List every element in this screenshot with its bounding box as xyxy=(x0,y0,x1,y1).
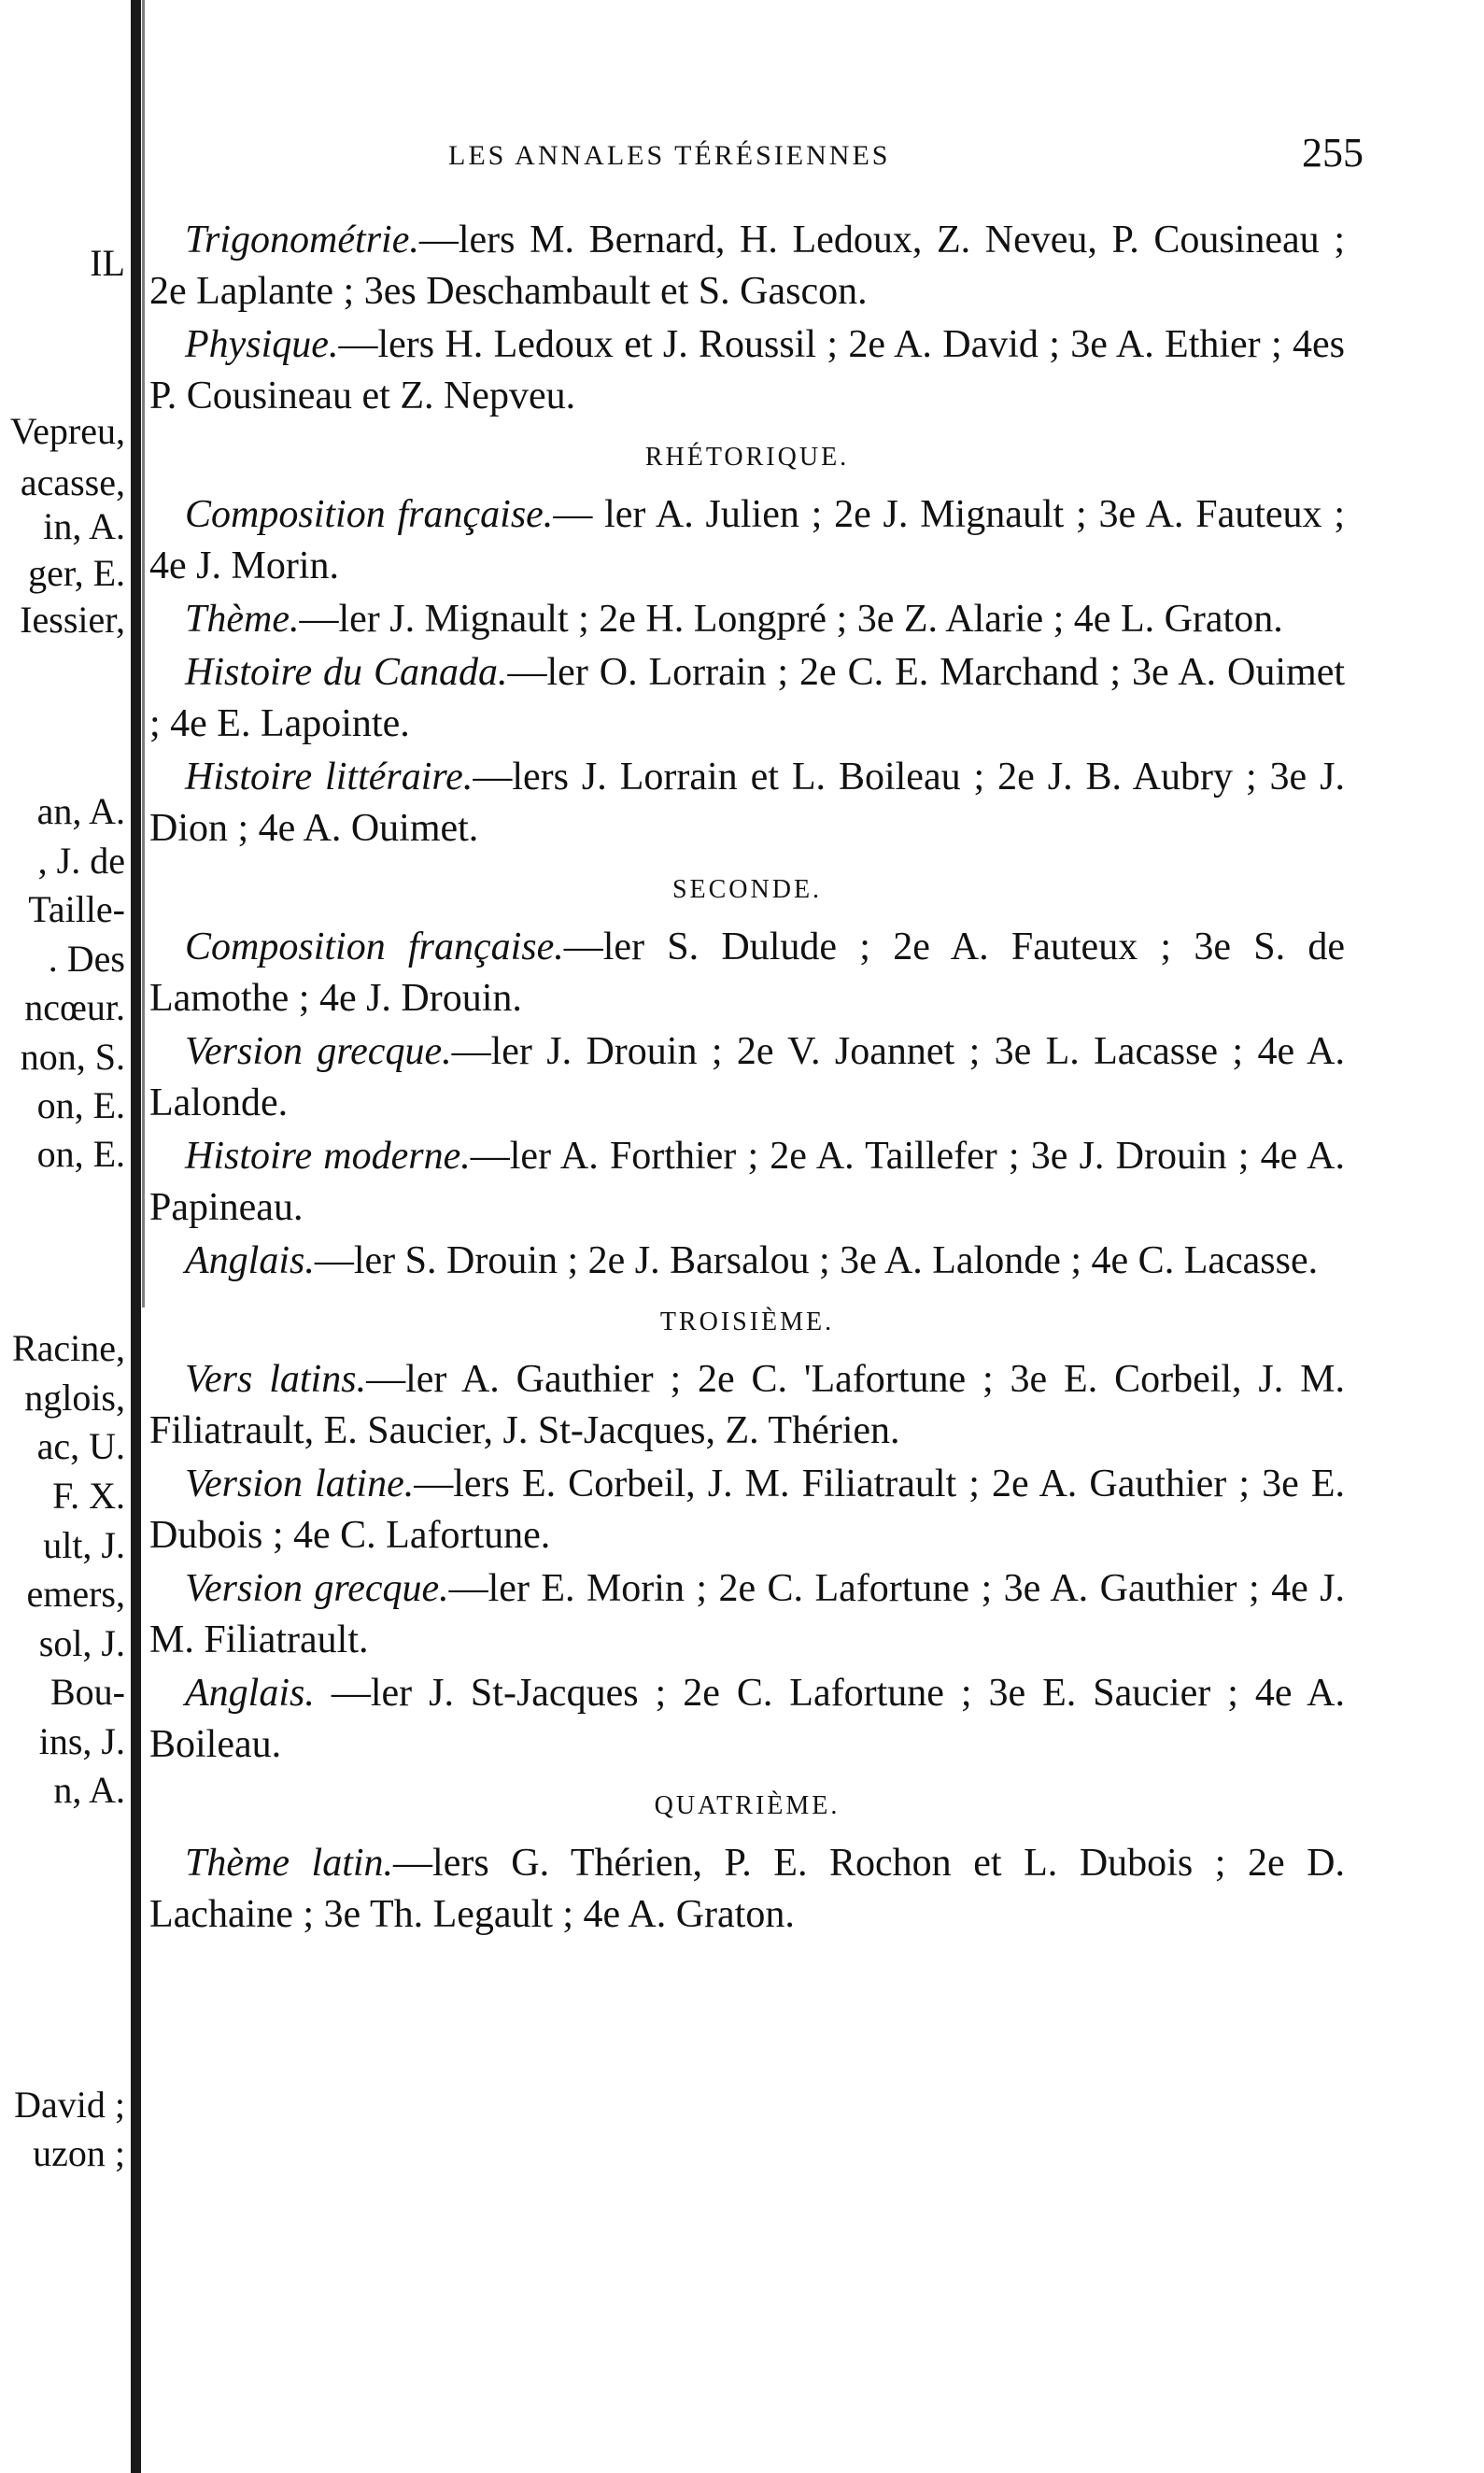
running-title: LES ANNALES TÉRÉSIENNES xyxy=(448,140,891,171)
prize-entry xyxy=(149,594,1345,645)
subject-label: Anglais. xyxy=(185,1672,315,1715)
subject-label: Anglais. xyxy=(185,1239,315,1282)
prize-list: —lers M. Bernard, H. Ledoux, Z. Neveu, P. Cousineau ; 2e Laplante ; 3es Deschambault et S. Gascon. xyxy=(149,219,1345,313)
prize-list: —lers H. Ledoux et J. Roussil ; 2e A. David ; 3e A. Ethier ; 4es P. Cousineau et Z. Nepveu. xyxy=(149,323,1345,417)
subject-label: Version grecque. xyxy=(185,1567,449,1610)
adjacent-page-fragments xyxy=(0,0,131,2473)
section-heading: TROISIÈME. xyxy=(659,1307,835,1336)
margin-fragment: emers, xyxy=(26,1573,125,1615)
prize-entry xyxy=(149,1838,1345,1941)
subject-label: Vers latins. xyxy=(185,1358,367,1401)
margin-fragment: sol, J. xyxy=(38,1622,125,1664)
prize-list: — ler A. Julien ; 2e J. Mignault ; 3e A. Fauteux ; 4e J. Morin. xyxy=(149,493,1345,587)
prize-list: —lers J. Lorrain et L. Boileau ; 2e J. B. Aubry ; 3e J. Dion ; 4e A. Ouimet. xyxy=(149,756,1345,850)
prize-entry xyxy=(149,752,1345,855)
margin-fragment: . Des xyxy=(48,938,125,980)
subject-label: Thème. xyxy=(185,598,300,641)
margin-fragment: on, E. xyxy=(36,1133,125,1175)
section-heading: SECONDE. xyxy=(671,875,823,904)
prize-list: —ler J. St-Jacques ; 2e C. Lafortune ; 3e E. Saucier ; 4e A. Boileau. xyxy=(149,1672,1345,1766)
margin-fragment: on, E. xyxy=(36,1084,125,1126)
prize-entry xyxy=(149,1459,1345,1562)
margin-fragment: ins, J. xyxy=(38,1720,125,1762)
margin-fragment: non, S. xyxy=(20,1036,125,1078)
prize-entry xyxy=(149,319,1345,422)
margin-fragment: , J. de xyxy=(37,840,125,882)
subject-label: Composition française. xyxy=(185,493,554,536)
subject-label: Trigonométrie. xyxy=(185,219,419,261)
margin-fragment: ult, J. xyxy=(43,1524,125,1566)
prize-list: —ler A. Forthier ; 2e A. Taillefer ; 3e J. Drouin ; 4e A. Papineau. xyxy=(149,1135,1345,1229)
margin-fragment: ac, U. xyxy=(36,1425,125,1467)
margin-fragment: nglois, xyxy=(24,1377,125,1419)
prize-entry xyxy=(149,215,1345,318)
prize-entry xyxy=(149,1236,1345,1287)
prize-list: —ler O. Lorrain ; 2e C. E. Marchand ; 3e A. Ouimet ; 4e E. Lapointe. xyxy=(149,651,1345,745)
subject-label: Version grecque. xyxy=(185,1030,452,1073)
page-body xyxy=(149,215,1345,1943)
prize-list: —ler J. Mignault ; 2e H. Longpré ; 3e Z. Alarie ; 4e L. Graton. xyxy=(299,598,1283,641)
margin-fragment: IL xyxy=(90,242,125,284)
prize-list: —lers G. Thérien, P. E. Rochon et L. Dubois ; 2e D. Lachaine ; 3e Th. Legault ; 4e A. Graton. xyxy=(149,1842,1345,1936)
subject-label: Version latine. xyxy=(185,1463,415,1505)
margin-fragment: Iessier, xyxy=(20,599,125,641)
margin-fragment: Taille- xyxy=(28,888,125,930)
margin-fragment: ncœur. xyxy=(24,986,125,1028)
prize-entry xyxy=(149,647,1345,750)
prize-entry xyxy=(149,1563,1345,1666)
margin-fragment: acasse, xyxy=(20,461,125,503)
subject-label: Physique. xyxy=(185,323,339,366)
prize-entry xyxy=(149,489,1345,592)
subject-label: Thème latin. xyxy=(185,1842,394,1885)
margin-fragment: F. X. xyxy=(52,1475,125,1517)
margin-fragment: n, A. xyxy=(53,1769,125,1811)
subject-label: Histoire moderne. xyxy=(185,1135,471,1178)
subject-label: Histoire littéraire. xyxy=(185,756,473,798)
subject-label: Composition française. xyxy=(185,926,564,968)
margin-fragment: ger, E. xyxy=(28,552,125,594)
prize-entry xyxy=(149,922,1345,1025)
subject-label: Histoire du Canada. xyxy=(185,651,508,694)
margin-fragment: David ; xyxy=(14,2084,125,2126)
margin-fragment: Racine, xyxy=(11,1327,125,1369)
prize-entry xyxy=(149,1026,1345,1129)
margin-fragment: uzon ; xyxy=(33,2132,125,2174)
margin-fragment: an, A. xyxy=(36,790,125,832)
binding-gutter-line xyxy=(131,0,141,2473)
prize-list: —lers E. Corbeil, J. M. Filiatrault ; 2e A. Gauthier ; 3e E. Dubois ; 4e C. Lafortune. xyxy=(149,1463,1345,1557)
prize-entry xyxy=(149,1131,1345,1234)
prize-list: —ler A. Gauthier ; 2e C. 'Lafortune ; 3e E. Corbeil, J. M. Filiatrault, E. Saucier, J. St-Jacques, Z. Thérien. xyxy=(149,1358,1346,1452)
section-heading: RHÉTORIQUE. xyxy=(644,443,850,472)
prize-list: —ler J. Drouin ; 2e V. Joannet ; 3e L. Lacasse ; 4e A. Lalonde. xyxy=(149,1030,1345,1124)
margin-fragment: Bou- xyxy=(50,1671,125,1713)
binding-gutter-shadow xyxy=(142,0,145,1307)
page-header xyxy=(187,129,1373,185)
section-heading: QUATRIÈME. xyxy=(654,1791,841,1820)
prize-list: —ler E. Morin ; 2e C. Lafortune ; 3e A. Gauthier ; 4e J. M. Filiatrault. xyxy=(149,1567,1345,1661)
prize-list: —ler S. Dulude ; 2e A. Fauteux ; 3e S. de Lamothe ; 4e J. Drouin. xyxy=(149,926,1345,1020)
margin-fragment: in, A. xyxy=(43,505,125,547)
prize-entry xyxy=(149,1354,1345,1457)
margin-fragment: Vepreu, xyxy=(9,410,125,452)
prize-entry xyxy=(149,1668,1345,1771)
prize-list: —ler S. Drouin ; 2e J. Barsalou ; 3e A. Lalonde ; 4e C. Lacasse. xyxy=(314,1239,1319,1282)
page-number: 255 xyxy=(1302,130,1364,176)
